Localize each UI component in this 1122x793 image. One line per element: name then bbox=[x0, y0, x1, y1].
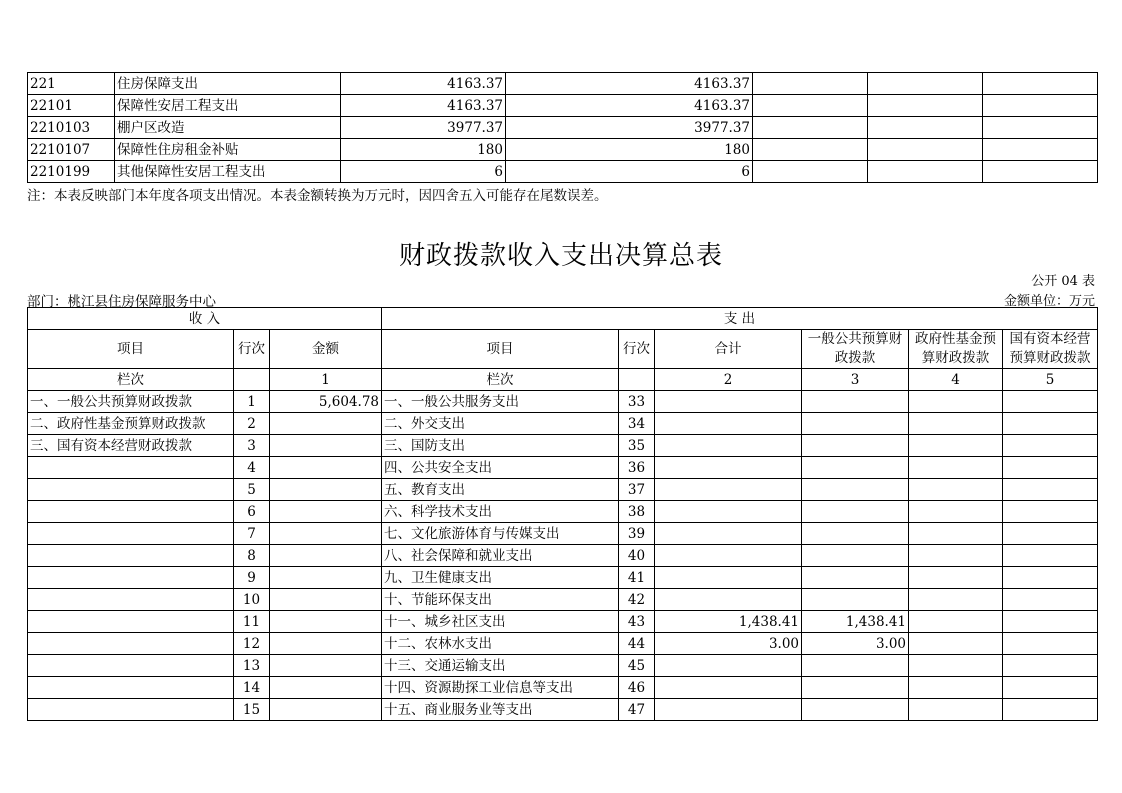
expense-item-cell: 九、卫生健康支出 bbox=[382, 567, 619, 589]
expense-item-cell: 一、一般公共服务支出 bbox=[382, 391, 619, 413]
expense-line-cell: 37 bbox=[619, 479, 655, 501]
income-item-cell bbox=[28, 589, 234, 611]
expense-total-cell bbox=[655, 391, 802, 413]
expense-item-cell: 五、教育支出 bbox=[382, 479, 619, 501]
table-row bbox=[28, 655, 1098, 677]
empty-cell bbox=[753, 117, 868, 139]
expense-item-cell: 十一、城乡社区支出 bbox=[382, 611, 619, 633]
gov-fund-cell bbox=[909, 699, 1003, 721]
general-budget-cell bbox=[802, 589, 909, 611]
income-item-cell bbox=[28, 655, 234, 677]
income-item-cell: 三、国有资本经营财政拨款 bbox=[28, 435, 234, 457]
table-row bbox=[28, 501, 1098, 523]
lanci-label: 栏次 bbox=[28, 369, 234, 391]
table-row bbox=[28, 699, 1098, 721]
gov-fund-cell bbox=[909, 611, 1003, 633]
income-line-cell: 7 bbox=[234, 523, 270, 545]
income-item-cell bbox=[28, 501, 234, 523]
basic-amount-cell: 180 bbox=[506, 139, 753, 161]
expense-line-cell: 33 bbox=[619, 391, 655, 413]
empty-cell bbox=[753, 95, 868, 117]
col-exp-item: 项目 bbox=[382, 330, 619, 369]
state-capital-cell bbox=[1003, 457, 1098, 479]
col-line: 行次 bbox=[234, 330, 270, 369]
income-amount-cell bbox=[270, 699, 382, 721]
empty-cell bbox=[753, 73, 868, 95]
table-row bbox=[28, 457, 1098, 479]
general-budget-cell bbox=[802, 655, 909, 677]
empty-cell bbox=[983, 73, 1098, 95]
state-capital-cell bbox=[1003, 501, 1098, 523]
column-number-row bbox=[28, 369, 1098, 391]
expense-line-cell: 34 bbox=[619, 413, 655, 435]
general-budget-cell bbox=[802, 501, 909, 523]
subject-code-cell: 221 bbox=[28, 73, 115, 95]
expense-detail-table bbox=[27, 72, 1098, 183]
total-amount-cell: 180 bbox=[341, 139, 506, 161]
income-line-cell: 13 bbox=[234, 655, 270, 677]
income-line-cell: 4 bbox=[234, 457, 270, 479]
general-budget-cell bbox=[802, 567, 909, 589]
expense-total-cell bbox=[655, 435, 802, 457]
basic-amount-cell: 4163.37 bbox=[506, 73, 753, 95]
income-item-cell bbox=[28, 545, 234, 567]
expense-line-cell: 41 bbox=[619, 567, 655, 589]
col-number-5: 5 bbox=[1003, 369, 1098, 391]
expense-line-cell: 35 bbox=[619, 435, 655, 457]
total-amount-cell: 4163.37 bbox=[341, 95, 506, 117]
state-capital-cell bbox=[1003, 567, 1098, 589]
table-row bbox=[28, 611, 1098, 633]
subject-code-cell: 2210107 bbox=[28, 139, 115, 161]
table-row bbox=[28, 161, 1098, 183]
income-line-cell: 3 bbox=[234, 435, 270, 457]
income-line-cell: 2 bbox=[234, 413, 270, 435]
gov-fund-cell bbox=[909, 655, 1003, 677]
income-line-cell: 15 bbox=[234, 699, 270, 721]
gov-fund-cell bbox=[909, 457, 1003, 479]
col-number-4: 4 bbox=[909, 369, 1003, 391]
department-label: 部门：桃江县住房保障服务中心 bbox=[27, 294, 216, 310]
expense-total-cell bbox=[655, 479, 802, 501]
income-item-cell bbox=[28, 677, 234, 699]
col-total: 合计 bbox=[655, 330, 802, 369]
amount-unit-label: 金额单位：万元 bbox=[1003, 294, 1095, 309]
income-amount-cell bbox=[270, 633, 382, 655]
expense-item-cell: 二、外交支出 bbox=[382, 413, 619, 435]
table-row bbox=[28, 139, 1098, 161]
expense-total-cell bbox=[655, 523, 802, 545]
expense-total-cell: 1,438.41 bbox=[655, 611, 802, 633]
table-row bbox=[28, 95, 1098, 117]
expense-total-cell bbox=[655, 655, 802, 677]
expense-line-cell: 38 bbox=[619, 501, 655, 523]
total-amount-cell: 4163.37 bbox=[341, 73, 506, 95]
expense-total-cell bbox=[655, 413, 802, 435]
col-amount: 金额 bbox=[270, 330, 382, 369]
income-line-cell: 10 bbox=[234, 589, 270, 611]
table-row bbox=[28, 633, 1098, 655]
lanci-label-exp: 栏次 bbox=[382, 369, 619, 391]
state-capital-cell bbox=[1003, 677, 1098, 699]
expense-line-cell: 46 bbox=[619, 677, 655, 699]
income-line-cell: 6 bbox=[234, 501, 270, 523]
empty-cell bbox=[868, 95, 983, 117]
empty-cell bbox=[868, 117, 983, 139]
income-line-cell: 11 bbox=[234, 611, 270, 633]
state-capital-cell bbox=[1003, 611, 1098, 633]
form-number: 公开 04 表 bbox=[1031, 274, 1095, 289]
subject-code-cell: 2210199 bbox=[28, 161, 115, 183]
col-gov-fund: 政府性基金预算财政拨款 bbox=[909, 330, 1003, 369]
gov-fund-cell bbox=[909, 435, 1003, 457]
state-capital-cell bbox=[1003, 589, 1098, 611]
income-amount-cell bbox=[270, 567, 382, 589]
general-budget-cell bbox=[802, 523, 909, 545]
gov-fund-cell bbox=[909, 567, 1003, 589]
income-item-cell bbox=[28, 699, 234, 721]
subject-name-cell: 住房保障支出 bbox=[115, 73, 341, 95]
blank-cell bbox=[619, 369, 655, 391]
expense-line-cell: 44 bbox=[619, 633, 655, 655]
empty-cell bbox=[983, 139, 1098, 161]
general-budget-cell bbox=[802, 545, 909, 567]
col-item: 项目 bbox=[28, 330, 234, 369]
income-amount-cell: 5,604.78 bbox=[270, 391, 382, 413]
gov-fund-cell bbox=[909, 391, 1003, 413]
income-header: 收 入 bbox=[28, 308, 382, 330]
expense-total-cell bbox=[655, 589, 802, 611]
state-capital-cell bbox=[1003, 699, 1098, 721]
expense-item-cell: 八、社会保障和就业支出 bbox=[382, 545, 619, 567]
gov-fund-cell bbox=[909, 501, 1003, 523]
blank-cell bbox=[234, 369, 270, 391]
subject-name-cell: 其他保障性安居工程支出 bbox=[115, 161, 341, 183]
income-line-cell: 1 bbox=[234, 391, 270, 413]
general-budget-cell bbox=[802, 479, 909, 501]
table-row bbox=[28, 413, 1098, 435]
expense-item-cell: 四、公共安全支出 bbox=[382, 457, 619, 479]
empty-cell bbox=[868, 73, 983, 95]
gov-fund-cell bbox=[909, 677, 1003, 699]
col-number-3: 3 bbox=[802, 369, 909, 391]
basic-amount-cell: 3977.37 bbox=[506, 117, 753, 139]
table-row bbox=[28, 523, 1098, 545]
expense-total-cell bbox=[655, 457, 802, 479]
empty-cell bbox=[868, 139, 983, 161]
income-line-cell: 14 bbox=[234, 677, 270, 699]
state-capital-cell bbox=[1003, 545, 1098, 567]
expense-line-cell: 40 bbox=[619, 545, 655, 567]
expense-line-cell: 43 bbox=[619, 611, 655, 633]
expense-item-cell: 十四、资源勘探工业信息等支出 bbox=[382, 677, 619, 699]
table-row bbox=[28, 589, 1098, 611]
expense-total-cell bbox=[655, 677, 802, 699]
general-budget-cell bbox=[802, 677, 909, 699]
subject-code-cell: 2210103 bbox=[28, 117, 115, 139]
income-item-cell bbox=[28, 633, 234, 655]
income-item-cell bbox=[28, 457, 234, 479]
income-item-cell bbox=[28, 479, 234, 501]
subject-name-cell: 保障性住房租金补贴 bbox=[115, 139, 341, 161]
table-row bbox=[28, 435, 1098, 457]
expense-total-cell bbox=[655, 545, 802, 567]
page-title: 财政拨款收入支出决算总表 bbox=[398, 241, 723, 271]
state-capital-cell bbox=[1003, 523, 1098, 545]
income-amount-cell bbox=[270, 677, 382, 699]
general-budget-cell: 1,438.41 bbox=[802, 611, 909, 633]
expense-line-cell: 42 bbox=[619, 589, 655, 611]
income-amount-cell bbox=[270, 655, 382, 677]
income-line-cell: 12 bbox=[234, 633, 270, 655]
expense-line-cell: 39 bbox=[619, 523, 655, 545]
expense-item-cell: 三、国防支出 bbox=[382, 435, 619, 457]
state-capital-cell bbox=[1003, 633, 1098, 655]
gov-fund-cell bbox=[909, 545, 1003, 567]
table-row bbox=[28, 391, 1098, 413]
state-capital-cell bbox=[1003, 413, 1098, 435]
empty-cell bbox=[983, 117, 1098, 139]
basic-amount-cell: 6 bbox=[506, 161, 753, 183]
expense-item-cell: 七、文化旅游体育与传媒支出 bbox=[382, 523, 619, 545]
expense-item-cell: 十、节能环保支出 bbox=[382, 589, 619, 611]
state-capital-cell bbox=[1003, 479, 1098, 501]
subject-name-cell: 保障性安居工程支出 bbox=[115, 95, 341, 117]
empty-cell bbox=[753, 139, 868, 161]
expense-item-cell: 十五、商业服务业等支出 bbox=[382, 699, 619, 721]
gov-fund-cell bbox=[909, 479, 1003, 501]
income-item-cell: 二、政府性基金预算财政拨款 bbox=[28, 413, 234, 435]
state-capital-cell bbox=[1003, 655, 1098, 677]
col-exp-line: 行次 bbox=[619, 330, 655, 369]
gov-fund-cell bbox=[909, 589, 1003, 611]
general-budget-cell bbox=[802, 457, 909, 479]
income-amount-cell bbox=[270, 523, 382, 545]
subject-name-cell: 棚户区改造 bbox=[115, 117, 341, 139]
income-amount-cell bbox=[270, 589, 382, 611]
general-budget-cell: 3.00 bbox=[802, 633, 909, 655]
income-amount-cell bbox=[270, 501, 382, 523]
column-header-row bbox=[28, 330, 1098, 369]
expense-line-cell: 47 bbox=[619, 699, 655, 721]
col-general-budget: 一般公共预算财政拨款 bbox=[802, 330, 909, 369]
income-line-cell: 5 bbox=[234, 479, 270, 501]
general-budget-cell bbox=[802, 391, 909, 413]
income-line-cell: 9 bbox=[234, 567, 270, 589]
expense-item-cell: 十二、农林水支出 bbox=[382, 633, 619, 655]
basic-amount-cell: 4163.37 bbox=[506, 95, 753, 117]
gov-fund-cell bbox=[909, 413, 1003, 435]
table-row bbox=[28, 545, 1098, 567]
expense-line-cell: 36 bbox=[619, 457, 655, 479]
general-budget-cell bbox=[802, 699, 909, 721]
income-item-cell: 一、一般公共预算财政拨款 bbox=[28, 391, 234, 413]
gov-fund-cell bbox=[909, 523, 1003, 545]
expense-total-cell bbox=[655, 699, 802, 721]
income-amount-cell bbox=[270, 545, 382, 567]
empty-cell bbox=[868, 161, 983, 183]
expense-header: 支 出 bbox=[382, 308, 1098, 330]
expense-total-cell bbox=[655, 567, 802, 589]
total-amount-cell: 6 bbox=[341, 161, 506, 183]
income-amount-cell bbox=[270, 435, 382, 457]
income-amount-cell bbox=[270, 457, 382, 479]
income-item-cell bbox=[28, 523, 234, 545]
table-row bbox=[28, 567, 1098, 589]
empty-cell bbox=[983, 95, 1098, 117]
income-amount-cell bbox=[270, 413, 382, 435]
col-number-2: 2 bbox=[655, 369, 802, 391]
col-number-1: 1 bbox=[270, 369, 382, 391]
general-budget-cell bbox=[802, 413, 909, 435]
empty-cell bbox=[753, 161, 868, 183]
table-row bbox=[28, 677, 1098, 699]
expense-item-cell: 十三、交通运输支出 bbox=[382, 655, 619, 677]
empty-cell bbox=[983, 161, 1098, 183]
table-row bbox=[28, 73, 1098, 95]
gov-fund-cell bbox=[909, 633, 1003, 655]
income-item-cell bbox=[28, 611, 234, 633]
expense-line-cell: 45 bbox=[619, 655, 655, 677]
income-amount-cell bbox=[270, 479, 382, 501]
state-capital-cell bbox=[1003, 435, 1098, 457]
table-row bbox=[28, 117, 1098, 139]
income-item-cell bbox=[28, 567, 234, 589]
section-header-row bbox=[28, 308, 1098, 330]
expense-total-cell: 3.00 bbox=[655, 633, 802, 655]
total-amount-cell: 3977.37 bbox=[341, 117, 506, 139]
table-note: 注：本表反映部门本年度各项支出情况。本表金额转换为万元时，因四舍五入可能存在尾数误差。 bbox=[27, 188, 608, 204]
col-state-capital: 国有资本经营预算财政拨款 bbox=[1003, 330, 1098, 369]
fiscal-summary-table bbox=[27, 307, 1098, 721]
general-budget-cell bbox=[802, 435, 909, 457]
expense-item-cell: 六、科学技术支出 bbox=[382, 501, 619, 523]
income-amount-cell bbox=[270, 611, 382, 633]
state-capital-cell bbox=[1003, 391, 1098, 413]
subject-code-cell: 22101 bbox=[28, 95, 115, 117]
expense-total-cell bbox=[655, 501, 802, 523]
table-row bbox=[28, 479, 1098, 501]
income-line-cell: 8 bbox=[234, 545, 270, 567]
